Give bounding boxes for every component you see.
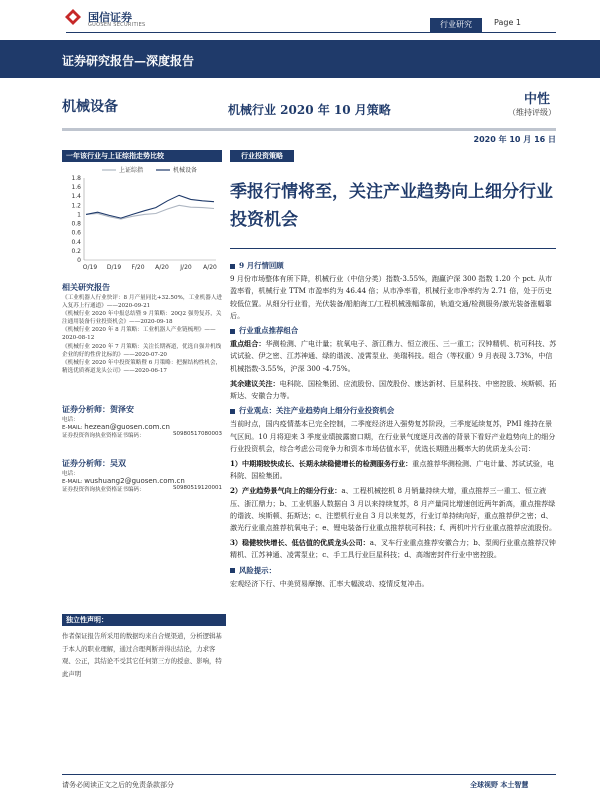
related-report-item[interactable]: 《机械行业 2020 年 8 月策略：工业机器人产业链梳理》——2020-08-12 <box>62 327 216 342</box>
section-title: 风险提示： <box>239 565 276 575</box>
rating: 中性 <box>524 92 551 107</box>
footer-note: 请务必阅读正文之后的免责条款部分 <box>62 781 174 789</box>
paragraph <box>230 338 558 375</box>
analyst-name: 贺泽安 <box>110 404 134 414</box>
paragraph-text: 重点推荐华测检测、广电计量、苏试试验，电科院、国检集团。 <box>230 459 555 481</box>
bullet-square-icon <box>230 568 235 573</box>
y-tick-label: 1.8 <box>71 175 81 182</box>
analyst-phone-label: 电话： <box>62 417 79 423</box>
section-title: 9 月行情回顾 <box>239 261 284 270</box>
section-heading <box>230 325 558 337</box>
page-number: Page 1 <box>494 18 521 27</box>
series-line <box>86 195 214 218</box>
paragraph-label: 其余建议关注： <box>230 378 280 388</box>
section-heading <box>230 260 558 272</box>
disclaimer-text: 作者保证报告所采用的数据均来自合规渠道，分析逻辑基于本人的职业理解，通过合理判断并得出结论，力求客观、公正，其结论不受其它任何第三方的授意、影响，特此声明 <box>62 632 222 678</box>
company-name: 国信证券 <box>88 11 132 24</box>
analyst-phone-label: 电话： <box>62 471 79 477</box>
y-tick-label: 0.4 <box>71 238 81 246</box>
headline-divider <box>230 248 556 249</box>
report-date: 2020 年 10 月 16 日 <box>473 135 556 144</box>
section-tag: 行业投资策略 <box>230 150 294 162</box>
footer-divider <box>62 774 556 775</box>
paragraph-text: 电科院、国检集团、应流股份、国茂股份、康达新材、巨星科技、中密控股、埃斯顿、拓斯达、安徽合力等。 <box>230 378 557 401</box>
paragraph-label: 1）中期期较快成长、长期永续稳健增长的检测服务行业： <box>230 459 413 469</box>
related-reports-title: 相关研究报告 <box>62 282 110 292</box>
related-reports-list <box>62 294 222 375</box>
sector-name: 机械设备 <box>62 99 118 115</box>
section-title: 行业重点推荐组合 <box>239 326 299 336</box>
bullet-square-icon <box>230 264 235 269</box>
paragraph-label: 2）产业趋势景气向上的细分行业： <box>230 486 342 496</box>
chart-heading: 一年该行业与上证综指走势比较 <box>62 150 222 162</box>
paragraph: 宏观经济下行、中美贸易摩擦、汇率大幅波动、疫情反复冲击。 <box>230 578 429 588</box>
y-tick-label: 0 <box>77 257 81 264</box>
performance-chart <box>62 164 222 274</box>
x-tick-label: F/20 <box>131 264 145 271</box>
y-tick-label: 0.8 <box>71 220 81 228</box>
rating-note: （维持评级） <box>508 108 556 117</box>
related-report-item[interactable]: 《机械行业 2020 年中报总结暨 9 月策略：20Q2 强势复苏，关注通用装备行业投资机会》——2020-09-18 <box>62 311 222 326</box>
paragraph <box>230 485 558 534</box>
series-line <box>86 205 214 219</box>
title-divider <box>62 128 556 131</box>
x-tick-label: A/20 <box>203 264 217 271</box>
paragraph-text: 华测检测、广电计量；杭氧电子、浙江鼎力、恒立液压、三一重工；汉钟精机、杭可科技、苏试试验、伊之密、江苏神通、绿的谐波、凌霄泵业、美瑞科技。组合（等权重）9 月表现 3.73%，中信机械指数-3.55%，沪深 300 -4.75%。 <box>230 339 557 373</box>
paragraph <box>230 378 558 402</box>
paragraph <box>230 537 558 561</box>
analyst-label: 证券分析师： <box>62 404 110 414</box>
paragraph-label: 重点组合： <box>230 339 266 349</box>
analyst-cert-label: 证券投资咨询执业资格证书编码： <box>62 487 145 493</box>
section-heading <box>230 405 558 417</box>
analyst-cert: S0980517080003 <box>173 431 222 437</box>
x-tick-label: A/20 <box>155 264 169 271</box>
company-name-en: GUOSEN SECURITIES <box>88 22 146 28</box>
company-logo-icon <box>64 8 82 26</box>
paragraph-text: a、叉车行业重点推荐安徽合力；b、泵阀行业重点推荐汉钟精机、江苏神通、凌霄泵业；c、手工具行业巨星科技；d、高端密封件行业中密控股。 <box>230 538 556 560</box>
related-report-item[interactable]: 《机械行业 2020 年 7 月策略：关注长期赛道，优选自强并机线企业的好的性价比标的》——2020-07-20 <box>62 343 222 358</box>
paragraph: 当前时点，国内疫情基本已完全控制，二季度经济进入强势复苏阶段，三季度延续复苏，PMI 维持在景气区间。10 月将迎来 3 季度业绩披露窗口期，在行业景气度逐月改善的背景下看好产业趋势向上的细分行业投资机会，综合考虑公司竞争力和资本市场估值水平，优选长期胜出概率大的优质龙头公司： <box>230 419 556 453</box>
report-type-tag: 行业研究 <box>430 18 482 32</box>
bullet-square-icon <box>230 329 235 334</box>
y-tick-label: 0.2 <box>71 247 81 255</box>
paragraph-label: 3）稳健较快增长、低估值的优质龙头公司： <box>230 538 370 548</box>
legend-label: 机械设备 <box>173 167 198 174</box>
paragraph-text: a、工程机械挖机 8 月销量持续大增，重点推荐三一重工、恒立液压、浙江鼎力；b、工业机器人数据自 3 月以来持续复苏，8 月产量同比增速创近两年新高，重点推荐绿的谐波、埃斯顿、拓斯达；c、注塑机行业自 3 月以来复苏，行业订单持续向好，重点推荐伊之密；d、激光行业重点推荐杭氧电子；e、锂电装备行业重点推荐杭可科技；f、两机叶片行业重点推荐应流股份。 <box>230 486 557 533</box>
y-tick-label: 0.6 <box>71 229 81 237</box>
analyst-email[interactable]: hezean@guosen.com.cn <box>84 423 170 431</box>
y-tick-label: 1.4 <box>71 193 81 201</box>
related-report-item[interactable]: 《工业机器人行业快评：8 月产量同比+32.50%，工业机器人进入复苏上行通道》——2020-09-21 <box>62 295 223 310</box>
report-body <box>230 258 558 593</box>
x-tick-label: J/20 <box>180 264 192 271</box>
analyst-email[interactable]: wushuang2@guosen.com.cn <box>84 477 185 485</box>
related-report-item[interactable]: 《机械行业 2020 年中投资策略暨 6 月策略：把握结构性机会，精选优质赛道龙头公司》——2020-06-17 <box>62 359 222 374</box>
legend-label: 上证综指 <box>119 167 144 174</box>
section-title: 行业观点：关注产业趋势向上细分行业投资机会 <box>239 406 395 416</box>
footer-slogan: 全球视野 本土智慧 <box>470 780 529 789</box>
y-tick-label: 1 <box>77 211 81 219</box>
section-heading <box>230 565 558 577</box>
report-title: 机械行业 2020 年 10 月策略 <box>228 103 391 117</box>
bullet-square-icon <box>230 409 235 414</box>
y-tick-label: 1.6 <box>71 184 81 192</box>
analyst-email-label: E-MAIL: <box>62 479 83 485</box>
x-tick-label: D/19 <box>106 264 122 271</box>
analyst-name: 吴双 <box>110 458 126 468</box>
analyst-block-2 <box>62 458 222 493</box>
banner-title: 证券研究报告—深度报告 <box>62 54 195 68</box>
paragraph <box>230 458 558 482</box>
headline: 季报行情将至，关注产业趋势向上细分行业投资机会 <box>230 182 553 230</box>
analyst-cert: S0980519120001 <box>173 485 222 491</box>
y-tick-label: 1.2 <box>71 202 81 210</box>
header-divider <box>66 32 556 33</box>
paragraph: 9 月份市场整体有所下降，机械行业（中信分类）指数-3.55%，跑赢沪深 300 指数 1.20 个 pct. 从市盈率看，机械行业 TTM 市盈率约为 46.44 倍；从市净率看，机械行业市净率约为 2.71 倍，处于历史较低位置。从细分行业看，光伏装备/船舶海工/工程机械涨幅靠前，轨道交通/检测服务/激光装备涨幅靠后。 <box>230 274 553 320</box>
analyst-block-1 <box>62 404 222 439</box>
analyst-cert-label: 证券投资咨询执业资格证书编码： <box>62 433 145 439</box>
x-tick-label: O/19 <box>82 264 98 271</box>
analyst-email-label: E-MAIL: <box>62 425 83 431</box>
disclaimer-heading: 独立性声明： <box>62 614 226 626</box>
analyst-label: 证券分析师： <box>62 458 110 468</box>
